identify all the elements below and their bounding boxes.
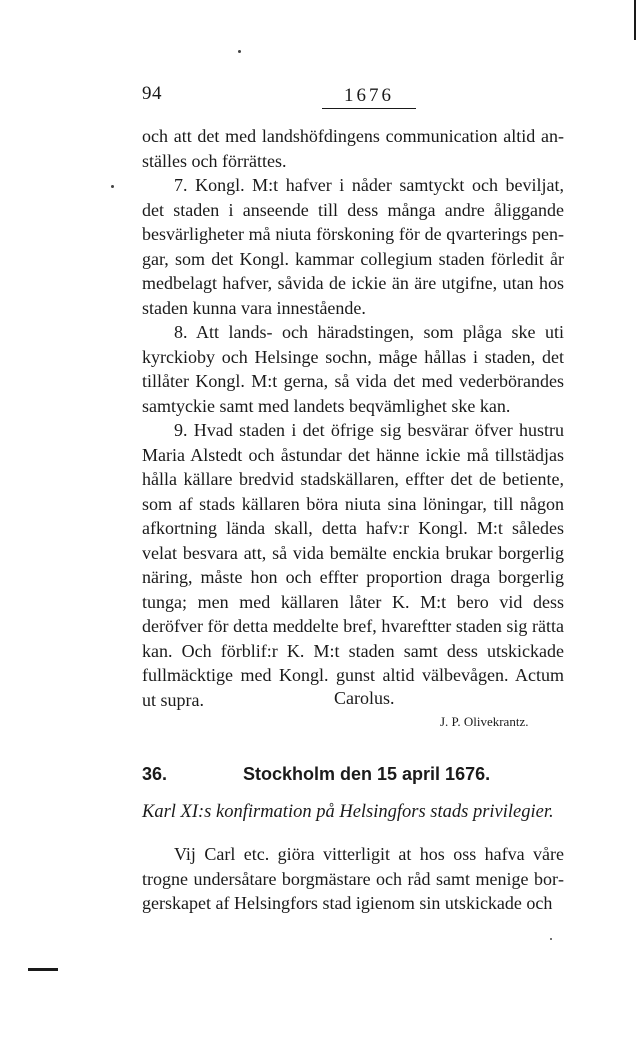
body-text-section-1 <box>142 124 564 712</box>
body-text-section-2 <box>142 842 564 916</box>
scan-edge-mark <box>634 0 636 40</box>
document-number: 36. <box>142 764 168 784</box>
document-title: Karl XI:s konfirmation på Helsingfors stads privilegier. <box>142 802 554 822</box>
page-number: 94 <box>142 83 162 104</box>
paragraph-continuation: och att det med landshöfdingens communication altid anställes och förrättes. <box>142 126 564 171</box>
paragraph-item-9: 9. Hvad staden i det öfrige sig besvärar öfver hustru Maria Alstedt och åstundar det hänne ickie må tillstädjas hålla källare bredvid stadskällaren, effter det de betiente, som af stads källaren böra niuta sina löningar, till någon afkortning lända skall, detta hafv:r Kongl. M:t således velat besvara att, så vida bemälte enckia brukar borgerlig näring, måste hon och effter proportion draga borgerlig tunga; men med källaren låter K. M:t bero vid dess deröfver för detta meddelte bref, hvareftter staden sig rätta kan. Och förblif:r K. M:t staden samt dess utskickade fullmäcktige med Kongl. gunst altid välbevågen. Actum ut supra. <box>142 420 564 710</box>
scan-speck <box>550 938 552 940</box>
scan-speck <box>238 50 241 53</box>
scan-edge-mark <box>28 968 58 971</box>
signature-name: Carolus. <box>334 688 395 708</box>
countersignature: J. P. Olivekrantz. <box>440 714 529 729</box>
paragraph-opening: Vij Carl etc. giöra vitterligit at hos oss hafva våre trogne undersåtare borgmästare och råd samt menige borgerskapet af Helsingfors stad igienom sin utskickade och <box>142 844 564 913</box>
paragraph-item-7: 7. Kongl. M:t hafver i nåder samtyckt och beviljat, det staden i anseende till dess många andre åliggande besvärligheter må niuta förskoning för de qvarterings pengar, som det Kongl. kammar collegium staden förledit år medbelagt hafver, såvida de ickie än äre utgifne, utan hos staden kunna vara innestående. <box>142 175 564 318</box>
document-heading: Stockholm den 15 april 1676. <box>243 764 491 784</box>
paragraph-item-8: 8. Att lands- och häradstingen, som plåga ske uti kyrckioby och Helsinge sochn, måge hållas i staden, det tillåter Kongl. M:t gerna, så vida det med vederbörandes samtyckie samt med landets beqvämlighet ske kan. <box>142 322 564 416</box>
scan-speck <box>111 185 114 188</box>
running-head-year: 1676 <box>322 84 416 109</box>
